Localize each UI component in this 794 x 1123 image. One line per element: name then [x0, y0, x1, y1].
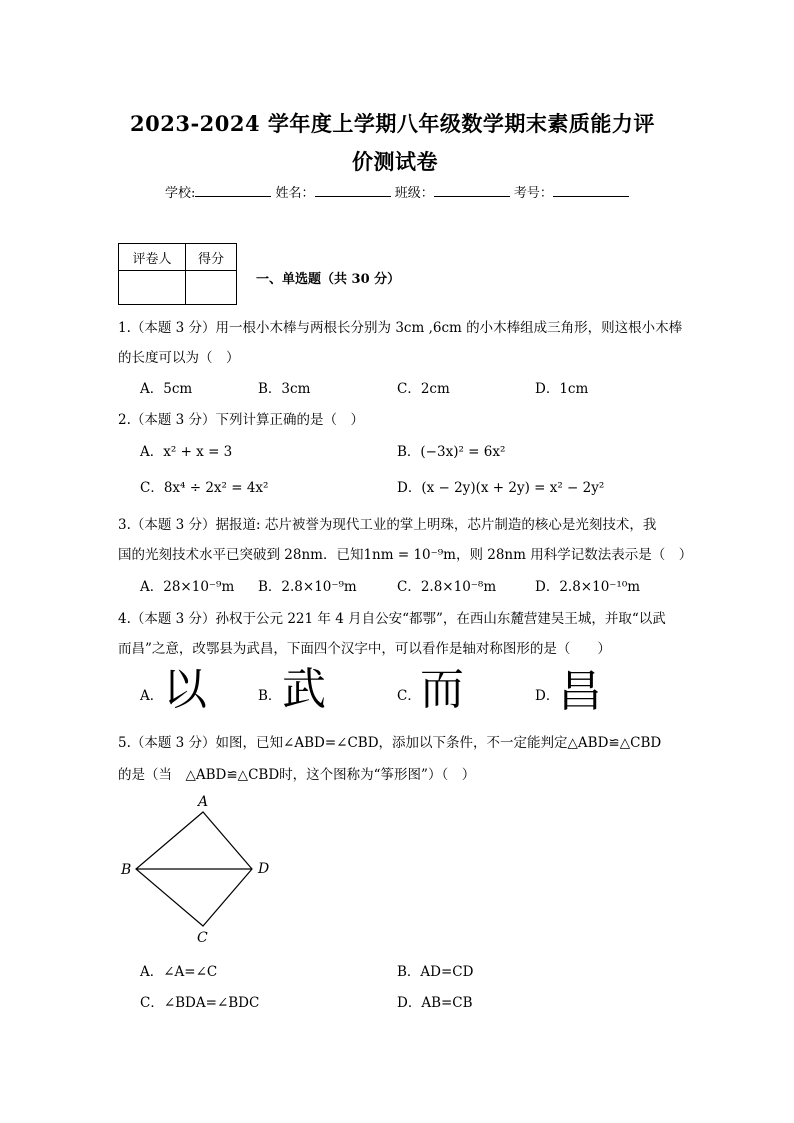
- q4-char-wu: 武: [282, 664, 326, 715]
- q5-option-d[interactable]: D．AB=CB: [397, 995, 473, 1011]
- name-label: 姓名：: [275, 186, 315, 201]
- question-4-line2: 而昌”之意，改鄂县为武昌，下面四个汉字中，可以看作是轴对称图形的是（ ）: [118, 641, 611, 657]
- q5-option-c[interactable]: C．∠BDA=∠BDC: [140, 995, 260, 1011]
- question-3-line1: 3.（本题 3 分）据报道: 芯片被誉为现代工业的掌上明珠，芯片制造的核心是光刻技术，我: [118, 517, 657, 533]
- class-field[interactable]: [434, 183, 510, 197]
- q4-char-er: 而: [420, 664, 464, 715]
- student-info-line: [165, 182, 629, 201]
- question-5-line1: 5.（本题 3 分）如图，已知∠ABD=∠CBD，添加以下条件，不一定能判定△ABD≌△CBD: [118, 735, 662, 751]
- q1-option-b[interactable]: B．3cm: [258, 381, 311, 397]
- exam-no-field[interactable]: [553, 183, 629, 197]
- section-heading: 一、单选题（共 30 分）: [256, 272, 401, 287]
- q4-option-c[interactable]: C．: [397, 688, 421, 704]
- reviewer-header: 评卷人: [119, 244, 186, 271]
- question-4-line1: 4.（本题 3 分）孙权于公元 221 年 4 月自公安“都鄂”，在西山东麓营建吴王城，并取“以武: [118, 611, 666, 627]
- question-1-line1: 1.（本题 3 分）用一根小木棒与两根长分别为 3cm ,6cm 的小木棒组成三角形，则这根小木棒: [118, 320, 683, 336]
- q2-option-d[interactable]: D．(x − 2y)(x + 2y) = x² − 2y²: [397, 480, 605, 496]
- q5-option-b[interactable]: B．AD=CD: [397, 964, 474, 980]
- kite-figure: [110, 790, 290, 950]
- school-field[interactable]: [195, 183, 271, 197]
- vertex-d-label: D: [258, 861, 270, 877]
- q3-option-a[interactable]: A．28×10⁻⁹m: [140, 579, 235, 595]
- q4-option-d[interactable]: D．: [535, 688, 560, 704]
- question-1-line2: 的长度可以为（ ）: [118, 350, 240, 366]
- question-3-line2: 国的光刻技术水平已突破到 28nm．已知1nm = 10⁻⁹m，则 28nm 用科学记数法表示是（ ）: [118, 547, 693, 563]
- q4-char-yi: 以: [163, 664, 207, 715]
- q4-char-chang: 昌: [558, 666, 602, 717]
- q2-option-a[interactable]: A．x² + x = 3: [140, 444, 233, 460]
- class-label: 班级：: [394, 186, 434, 201]
- question-2-line1: 2.（本题 3 分）下列计算正确的是（ ）: [118, 412, 365, 428]
- vertex-c-label: C: [197, 930, 208, 946]
- school-label: 学校:: [165, 186, 196, 201]
- vertex-b-label: B: [121, 862, 132, 878]
- score-header: 得分: [186, 244, 237, 271]
- q3-option-b[interactable]: B．2.8×10⁻⁹m: [258, 579, 357, 595]
- name-field[interactable]: [315, 183, 391, 197]
- q2-option-c[interactable]: C．8x⁴ ÷ 2x² = 4x²: [140, 480, 269, 496]
- page-title-line1: 2023-2024 学年度上学期八年级数学期末素质能力评: [130, 111, 655, 136]
- page-title-line2: 价测试卷: [352, 149, 438, 174]
- q3-option-d[interactable]: D．2.8×10⁻¹⁰m: [535, 579, 641, 595]
- q1-option-a[interactable]: A．5cm: [140, 381, 193, 397]
- q2-option-b[interactable]: B．(−3x)² = 6x²: [397, 444, 506, 460]
- question-5-line2: 的是（当 △ABD≌△CBD时，这个图称为“筝形图”）（ ）: [118, 767, 476, 783]
- q4-option-a[interactable]: A．: [140, 688, 164, 704]
- exam-no-label: 考号：: [513, 186, 553, 201]
- vertex-a-label: A: [198, 794, 209, 810]
- q5-option-a[interactable]: A．∠A=∠C: [140, 964, 218, 980]
- q3-option-c[interactable]: C．2.8×10⁻⁸m: [397, 579, 497, 595]
- q1-option-c[interactable]: C．2cm: [397, 381, 450, 397]
- score-table: [118, 243, 237, 305]
- score-cell[interactable]: [186, 271, 237, 305]
- q4-option-b[interactable]: B．: [258, 688, 282, 704]
- q1-option-d[interactable]: D．1cm: [535, 381, 589, 397]
- reviewer-cell[interactable]: [119, 271, 186, 305]
